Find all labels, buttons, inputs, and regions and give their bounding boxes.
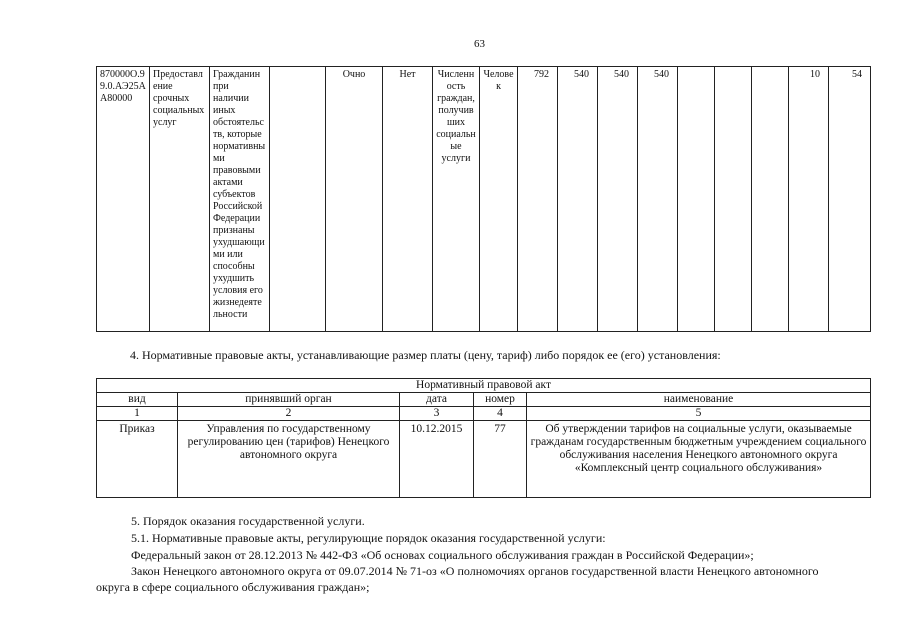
regional-law-line-2: округа в сфере социального обслуживания граждан»; — [96, 580, 370, 594]
service-flag: Нет — [383, 67, 433, 332]
page-number: 63 — [474, 38, 485, 50]
act-type: Приказ — [97, 421, 178, 498]
column-header: вид — [97, 393, 178, 407]
section-4-title: 4. Нормативные правовые акты, устанавливающие размер платы (цену, тариф) либо порядок ее (его) установления: — [130, 348, 721, 362]
table-row — [97, 407, 871, 421]
column-header: номер — [474, 393, 527, 407]
value-cell: 540 — [598, 67, 638, 332]
act-authority: Управления по государственному регулированию цен (тарифов) Ненецкого автономного округа — [178, 421, 400, 498]
column-header: наименование — [527, 393, 871, 407]
regional-law-line-1: Закон Ненецкого автономного округа от 09.07.2014 № 71-оз «О полномочиях органов государственной власти Ненецкого автономного — [131, 564, 819, 578]
service-indicator-table — [96, 66, 871, 332]
table-row — [97, 421, 871, 498]
value-cell: 10 — [789, 67, 829, 332]
act-title: Об утверждении тарифов на социальные услуги, оказываемые гражданам государственным бюджетным учреждением социального обслуживания населения Ненецкого автономного округа «Комплексный центр социального обслуживания» — [527, 421, 871, 498]
table-row — [97, 393, 871, 407]
column-number: 5 — [527, 407, 871, 421]
indicator-unit: Человек — [480, 67, 518, 332]
act-date: 10.12.2015 — [400, 421, 474, 498]
service-code: 870000О.99.0.АЭ25АА80000 — [97, 67, 150, 332]
group-header: Нормативный правовой акт — [97, 379, 871, 393]
legal-act-table — [96, 378, 871, 498]
value-cell: 540 — [638, 67, 678, 332]
act-number: 77 — [474, 421, 527, 498]
column-header: принявший орган — [178, 393, 400, 407]
section-5-title: 5. Порядок оказания государственной услуги. — [131, 514, 365, 528]
blank-cell — [752, 67, 789, 332]
blank-cell — [715, 67, 752, 332]
blank-cell — [678, 67, 715, 332]
service-form: Очно — [326, 67, 383, 332]
recipient-category: Гражданин при наличии иных обстоятельств, которые нормативными правовыми актами субъектов Российской Федерации признаны ухудшающими или способны ухудшить условия его жизнедеятельности — [210, 67, 270, 332]
section-5-1-title: 5.1. Нормативные правовые акты, регулирующие порядок оказания государственной услуги: — [131, 531, 606, 545]
blank-cell — [270, 67, 326, 332]
column-header: дата — [400, 393, 474, 407]
column-number: 1 — [97, 407, 178, 421]
column-number: 2 — [178, 407, 400, 421]
value-cell: 540 — [558, 67, 598, 332]
table-row — [97, 67, 871, 332]
service-name: Предоставление срочных социальных услуг — [150, 67, 210, 332]
value-cell: 54 — [829, 67, 871, 332]
column-number: 4 — [474, 407, 527, 421]
value-cell: 792 — [518, 67, 558, 332]
table-row — [97, 379, 871, 393]
column-number: 3 — [400, 407, 474, 421]
federal-law-line: Федеральный закон от 28.12.2013 № 442-ФЗ «Об основах социального обслуживания граждан в Российской Федерации»; — [131, 548, 754, 562]
indicator-name: Численность граждан, получивших социальные услуги — [433, 67, 480, 332]
